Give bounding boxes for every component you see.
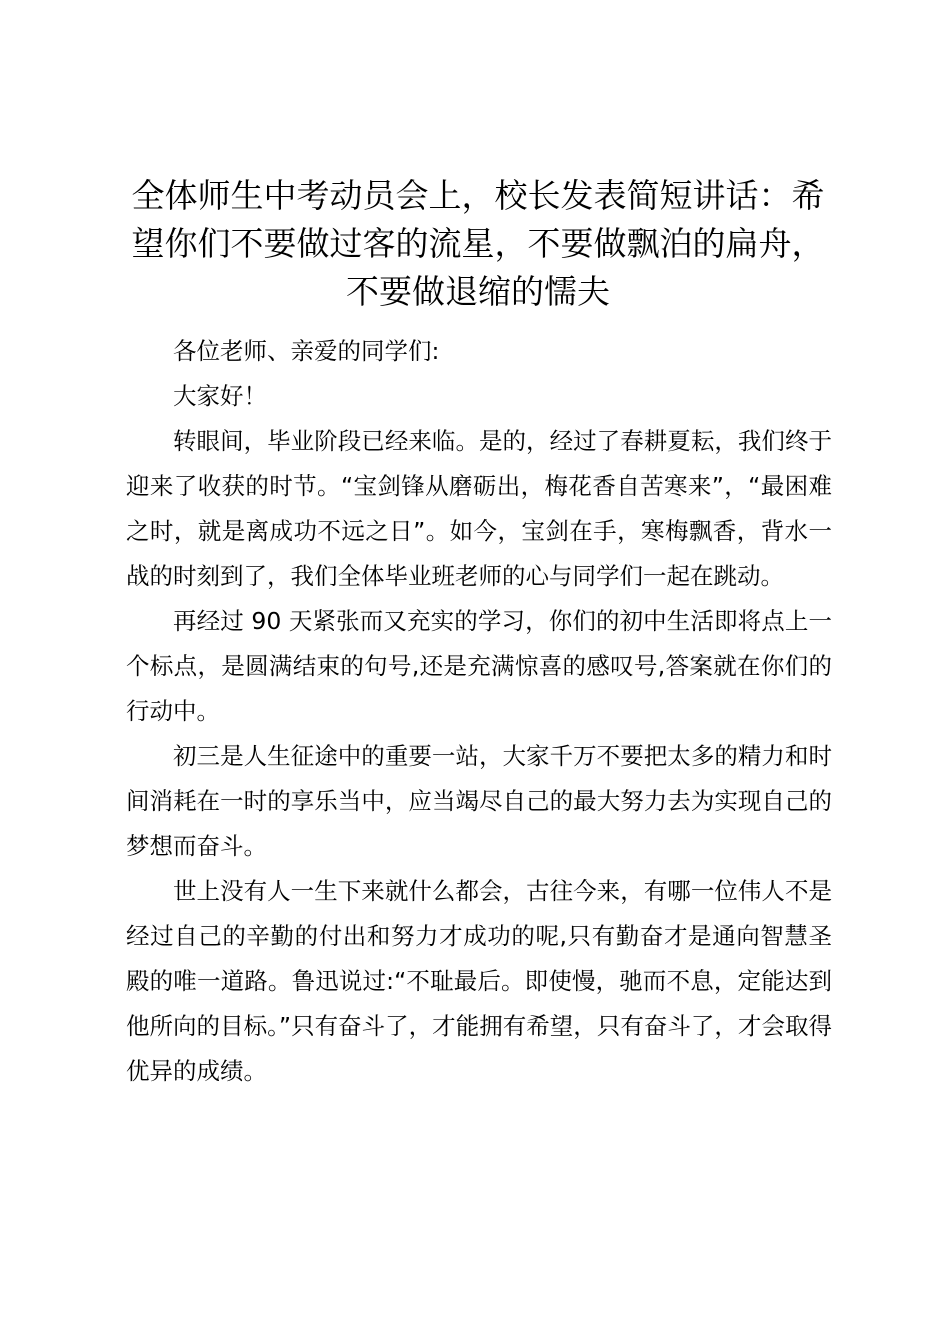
- document-body: [126, 329, 832, 1094]
- body-paragraph: 世上没有人一生下来就什么都会，古往今来，有哪一位伟人不是经过自己的辛勤的付出和努力才成功的呢,只有勤奋才是通向智慧圣殿的唯一道路。鲁迅说过:“不耻最后。即使慢，驰而不息，定能达到他所向的目标。”只有奋斗了，才能拥有希望，只有奋斗了，才会取得优异的成绩。: [126, 877, 832, 1085]
- salutation: 各位老师、亲爱的同学们:: [173, 337, 440, 365]
- body-paragraph: 转眼间，毕业阶段已经来临。是的，经过了春耕夏耘，我们终于迎来了收获的时节。“宝剑锋从磨砺出，梅花香自苦寒来”，“最困难之时，就是离成功不远之日”。如今，宝剑在手，寒梅飘香，背水一战的时刻到了，我们全体毕业班老师的心与同学们一起在跳动。: [126, 427, 832, 590]
- document-title: 全体师生中考动员会上，校长发表简短讲话：希望你们不要做过客的流星，不要做飘泊的扁舟，不要做退缩的懦夫: [131, 176, 825, 311]
- greeting: 大家好！: [173, 382, 267, 410]
- body-paragraph: 再经过 90 天紧张而又充实的学习，你们的初中生活即将点上一个标点，是圆满结束的句号,还是充满惊喜的感叹号,答案就在你们的行动中。: [126, 607, 832, 725]
- body-paragraph: 初三是人生征途中的重要一站，大家千万不要把太多的精力和时间消耗在一时的享乐当中，应当竭尽自己的最大努力去为实现自己的梦想而奋斗。: [126, 742, 832, 860]
